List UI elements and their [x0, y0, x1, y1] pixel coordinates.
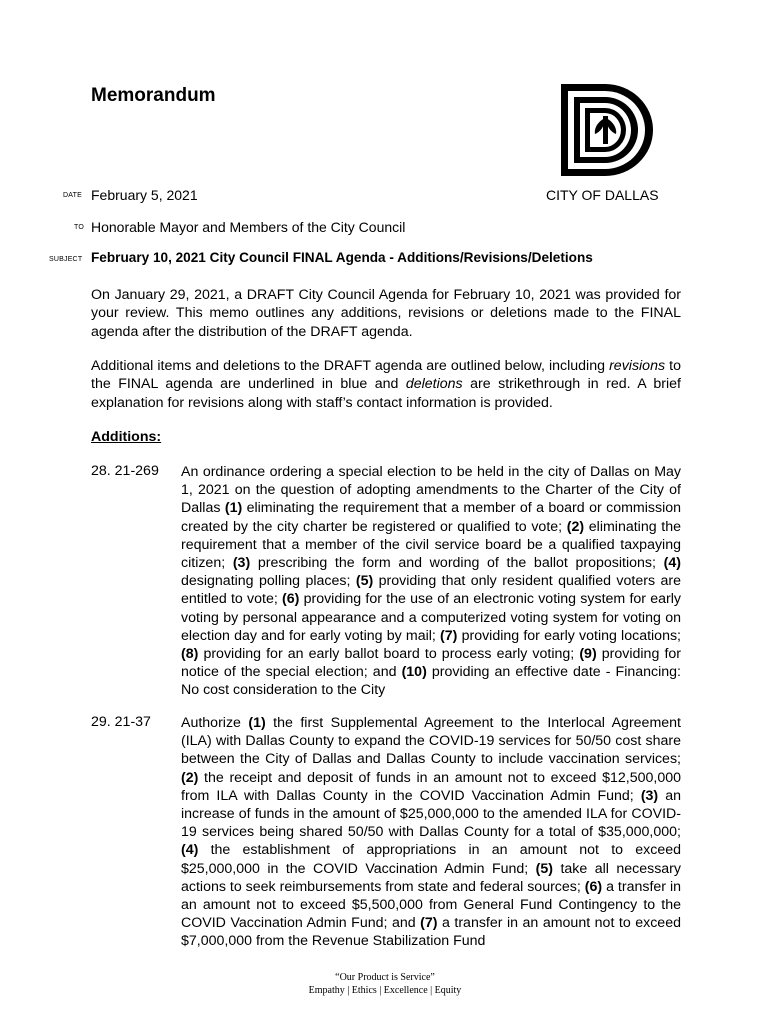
clause-number: (1): [224, 500, 243, 517]
clause-text: the first Supplemental Agreement to the Interlocal Agreement (ILA) with Dallas County to expand the COVID-19 services for 50/50 cost share between the City of Dallas and Dallas County to include vaccination services;: [181, 715, 681, 768]
city-of-dallas-logo-icon: [559, 82, 655, 178]
clause-text: An ordinance ordering a special election to be held in the city of Dallas on May 1, 2021 on the question of adopting amendments to the Charter of the City of Dallas: [181, 464, 681, 517]
clause-text: the receipt and deposit of funds in an amount not to exceed $12,500,000 from ILA with Dallas County in the COVID Vaccination Admin Fund;: [181, 769, 681, 804]
subject-label: SUBJECT: [49, 256, 83, 263]
clause-text: the establishment of appropriations in an amount not to exceed $25,000,000 in the COVID Vaccination Admin Fund;: [181, 842, 681, 877]
clause-number: (10): [401, 664, 427, 681]
explanation-paragraph: Additional items and deletions to the DRAFT agenda are outlined below, including revisions to the FINAL agenda are underlined in blue and deletions are strikethrough in red. A brief explanation for revisions along with staff’s contact information is provided.: [91, 358, 681, 411]
clause-number: (7): [420, 915, 438, 932]
footer-slogan: “Our Product is Service”: [335, 972, 435, 983]
footer: [0, 971, 770, 997]
clause-number: (2): [566, 518, 585, 535]
clause-text: providing for the use of an electronic voting system for early voting by personal appearance and a computerized voting system for voting on election day and for early voting by mail;: [181, 591, 681, 644]
clause-number: (4): [663, 555, 681, 572]
memo-title: Memorandum: [91, 85, 216, 106]
clause-number: (9): [579, 646, 597, 663]
clause-text: providing for notice of the special election; and: [181, 646, 681, 681]
clause-number: (5): [355, 573, 374, 590]
item-description: [181, 463, 681, 700]
deletions-word: deletions: [405, 376, 463, 393]
org-name: CITY OF DALLAS: [546, 187, 659, 203]
clause-text: providing that only resident qualified voters are entitled to vote;: [181, 573, 681, 608]
clause-text: providing an effective date - Financing: No cost consideration to the City: [181, 664, 681, 699]
intro-paragraph: On January 29, 2021, a DRAFT City Council Agenda for February 10, 2021 was provided for your review. This memo outlines any additions, revisions or deletions made to the FINAL agenda after the distribution of the DRAFT agenda.: [91, 287, 681, 340]
additions-heading: Additions:: [91, 429, 162, 445]
memo-date: February 5, 2021: [91, 187, 198, 203]
clause-text: eliminating the requirement that a member of a board or commission created by the city charter be registered or qualified to vote;: [181, 500, 681, 535]
clause-number: (7): [440, 627, 458, 644]
memo-subject: February 10, 2021 City Council FINAL Agenda - Additions/Revisions/Deletions: [91, 250, 593, 265]
clause-number: (5): [535, 860, 554, 877]
clause-number: (2): [181, 769, 199, 786]
clause-text: take all necessary actions to seek reimbursements from state and federal sources;: [181, 860, 681, 895]
clause-text: a transfer in an amount not to exceed $5,500,000 from General Fund Contingency to the COVID Vaccination Admin Fund; and: [181, 878, 681, 932]
item-number: 29. 21-37: [91, 714, 151, 730]
clause-number: (8): [181, 646, 199, 663]
revisions-word: revisions: [609, 358, 666, 374]
memo-to: Honorable Mayor and Members of the City Council: [91, 219, 406, 235]
clause-text: providing for early voting locations;: [457, 627, 681, 644]
clause-text: designating polling places;: [181, 573, 356, 590]
clause-text: eliminating the requirement that a member of the civil service board be a qualified taxpaying citizen;: [181, 518, 681, 572]
clause-text: an increase of funds in the amount of $25,000,000 to the amended ILA for COVID-19 services being shared 50/50 with Dallas County for a total of $35,000,000;: [181, 787, 681, 841]
clause-text: a transfer in an amount not to exceed $7,000,000 from the Revenue Stabilization Fund: [181, 915, 681, 950]
clause-number: (1): [248, 715, 266, 731]
item-number: 28. 21-269: [91, 463, 159, 479]
clause-number: (6): [584, 878, 603, 895]
clause-text: providing for an early ballot board to process early voting;: [198, 646, 580, 663]
clause-text: Authorize: [181, 715, 249, 731]
clause-number: (3): [232, 555, 251, 572]
clause-text: prescribing the form and wording of the ballot propositions;: [250, 555, 664, 572]
clause-number: (3): [640, 787, 659, 804]
clause-number: (6): [282, 591, 300, 608]
clause-number: (4): [181, 842, 199, 859]
item-description: [181, 714, 681, 951]
footer-values: Empathy | Ethics | Excellence | Equity: [308, 985, 462, 996]
date-label: DATE: [63, 192, 82, 199]
to-label: TO: [74, 224, 84, 231]
